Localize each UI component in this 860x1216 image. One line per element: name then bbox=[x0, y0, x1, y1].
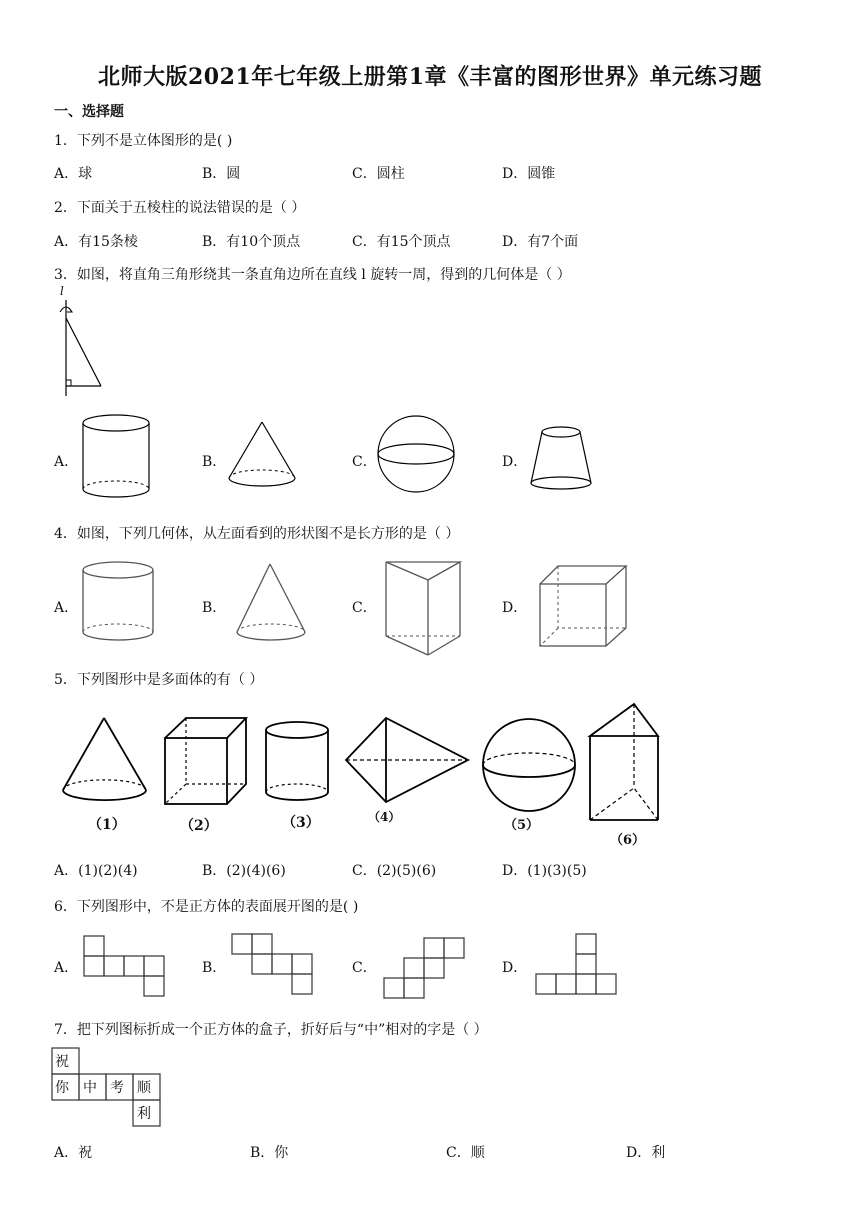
figure-label-3: （3） bbox=[282, 815, 320, 831]
section-heading: 一、选择题 bbox=[54, 104, 124, 120]
question-4-stem: 4．如图，下列几何体，从左面看到的形状图不是长方形的是（ ） bbox=[54, 526, 460, 542]
net-char-5: 顺 bbox=[137, 1080, 151, 1096]
q4-option-a[interactable]: A． bbox=[54, 600, 79, 616]
q7-option-d[interactable]: D．利 bbox=[626, 1145, 666, 1161]
cylinder-icon bbox=[80, 413, 152, 501]
axis-label: l bbox=[60, 284, 64, 298]
triangular-prism-icon bbox=[384, 560, 464, 658]
cube-net-b-icon bbox=[230, 932, 316, 996]
q6-option-b[interactable]: B． bbox=[202, 960, 227, 976]
q5-option-a[interactable]: A．(1)(2)(4) bbox=[54, 863, 138, 879]
cube-net-c-icon bbox=[382, 936, 468, 1000]
q4-option-d[interactable]: D． bbox=[502, 600, 528, 616]
net-char-3: 中 bbox=[83, 1080, 97, 1096]
net-char-6: 利 bbox=[137, 1106, 151, 1122]
q2-option-c[interactable]: C．有15个顶点 bbox=[352, 234, 451, 250]
cone-icon bbox=[226, 420, 298, 490]
right-triangle-figure bbox=[50, 298, 110, 398]
q5-option-c[interactable]: C．(2)(5)(6) bbox=[352, 863, 437, 879]
q5-option-b[interactable]: B．(2)(4)(6) bbox=[202, 863, 286, 879]
cylinder-icon bbox=[80, 560, 156, 644]
question-3-stem: 3．如图，将直角三角形绕其一条直角边所在直线 l 旋转一周，得到的几何体是（ ） bbox=[54, 267, 571, 283]
figure-label-2: （2） bbox=[180, 818, 218, 834]
q2-option-a[interactable]: A．有15条棱 bbox=[54, 234, 138, 250]
bipyramid-icon bbox=[344, 716, 472, 806]
q7-option-a[interactable]: A．祝 bbox=[54, 1145, 93, 1161]
cone-icon bbox=[60, 716, 152, 806]
q6-option-a[interactable]: A． bbox=[54, 960, 79, 976]
q2-option-b[interactable]: B．有10个顶点 bbox=[202, 234, 301, 250]
question-5-stem: 5．下列图形中是多面体的有（ ） bbox=[54, 672, 264, 688]
figure-label-1: （1） bbox=[88, 817, 126, 833]
figure-label-4: （4） bbox=[368, 810, 401, 824]
frustum-icon bbox=[528, 425, 594, 493]
net-char-2: 你 bbox=[55, 1080, 69, 1096]
cube-net-d-icon bbox=[534, 932, 620, 998]
page-title: 北师大版2021年七年级上册第1章《丰富的图形世界》单元练习题 bbox=[97, 64, 763, 90]
q3-option-a[interactable]: A． bbox=[54, 454, 79, 470]
question-2-stem: 2．下面关于五棱柱的说法错误的是（ ） bbox=[54, 200, 306, 216]
q1-option-c[interactable]: C．圆柱 bbox=[352, 166, 405, 182]
q2-option-d[interactable]: D．有7个面 bbox=[502, 234, 579, 250]
q3-option-d[interactable]: D． bbox=[502, 454, 528, 470]
sphere-icon bbox=[376, 414, 456, 494]
q3-option-b[interactable]: B． bbox=[202, 454, 227, 470]
cylinder-icon bbox=[264, 720, 334, 804]
q3-option-c[interactable]: C． bbox=[352, 454, 377, 470]
net-char-4: 考 bbox=[110, 1080, 124, 1096]
q1-option-b[interactable]: B．圆 bbox=[202, 166, 241, 182]
q1-option-d[interactable]: D．圆锥 bbox=[502, 166, 556, 182]
net-char-1: 祝 bbox=[55, 1054, 69, 1070]
q1-option-a[interactable]: A．球 bbox=[54, 166, 93, 182]
q7-option-b[interactable]: B．你 bbox=[250, 1145, 289, 1161]
sphere-icon bbox=[480, 716, 578, 814]
q4-option-b[interactable]: B． bbox=[202, 600, 227, 616]
q6-option-d[interactable]: D． bbox=[502, 960, 528, 976]
cube-icon bbox=[538, 564, 630, 650]
question-6-stem: 6．下列图形中，不是正方体的表面展开图的是( ) bbox=[54, 899, 359, 915]
question-1-stem: 1．下列不是立体图形的是( ) bbox=[54, 133, 233, 149]
figure-label-6: （6） bbox=[610, 833, 646, 848]
cube-net-a-icon bbox=[82, 934, 168, 998]
cube-icon bbox=[162, 716, 252, 810]
cone-icon bbox=[234, 562, 310, 644]
triangular-prism-icon bbox=[586, 702, 664, 824]
q5-option-d[interactable]: D．(1)(3)(5) bbox=[502, 863, 587, 879]
q6-option-c[interactable]: C． bbox=[352, 960, 377, 976]
q4-option-c[interactable]: C． bbox=[352, 600, 377, 616]
q7-option-c[interactable]: C．顺 bbox=[446, 1145, 485, 1161]
question-7-stem: 7．把下列图标折成一个正方体的盒子，折好后与“中”相对的字是（ ） bbox=[54, 1022, 488, 1038]
figure-label-5: （5） bbox=[504, 818, 540, 833]
